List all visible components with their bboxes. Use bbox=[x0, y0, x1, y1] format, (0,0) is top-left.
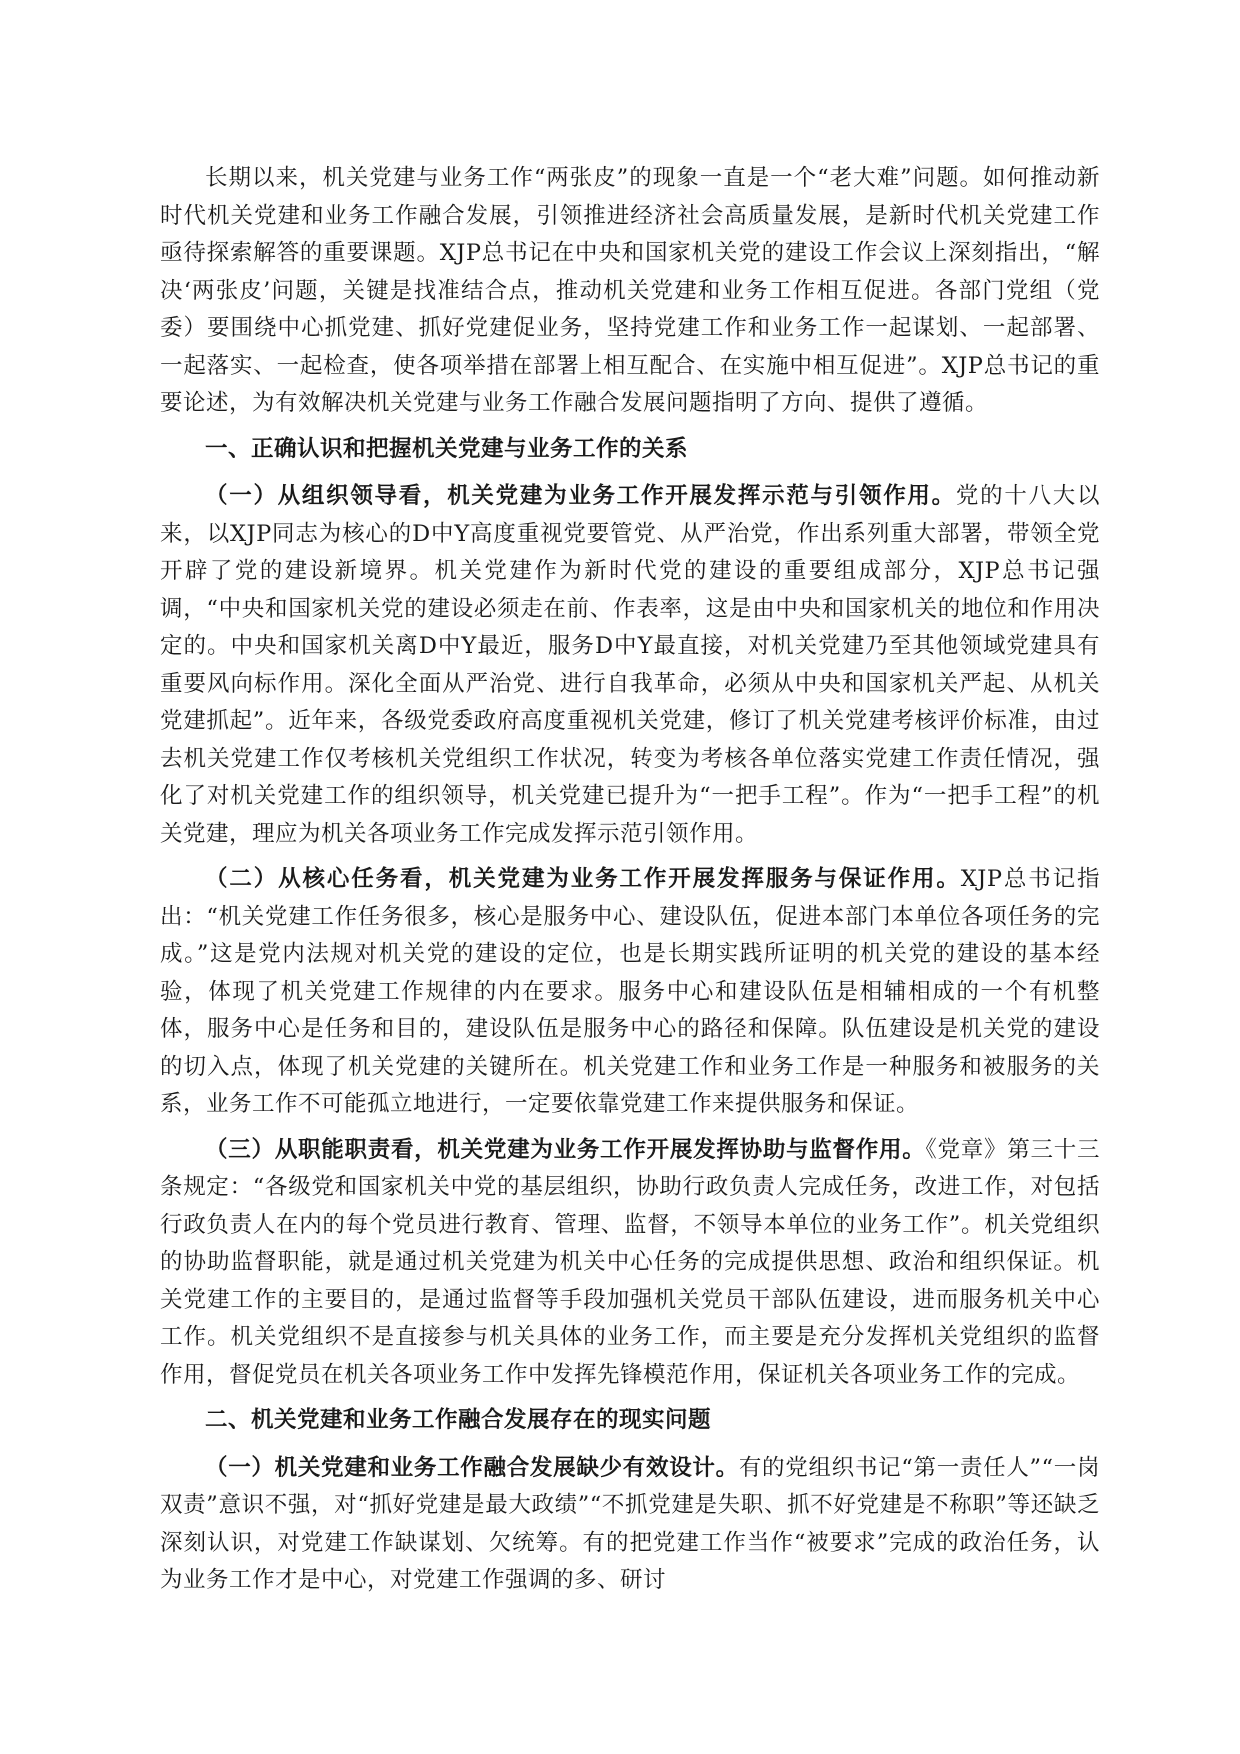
section-1-paragraph-2 bbox=[160, 861, 1100, 1124]
document-body bbox=[160, 160, 1100, 1608]
intro-paragraph: 长期以来，机关党建与业务工作“两张皮”的现象一直是一个“老大难”问题。如何推动新时代机关党建和业务工作融合发展，引领推进经济社会高质量发展，是新时代机关党建工作亟待探索解答的重要课题。XJP总书记在中央和国家机关党的建设工作会议上深刻指出，“解决‘两张皮’问题，关键是找准结合点，推动机关党建和业务工作相互促进。各部门党组（党委）要围绕中心抓党建、抓好党建促业务，坚持党建工作和业务工作一起谋划、一起部署、一起落实、一起检查，使各项举措在部署上相互配合、在实施中相互促进”。XJP总书记的重要论述，为有效解决机关党建与业务工作融合发展问题指明了方向、提供了遵循。 bbox=[160, 165, 1100, 416]
paragraph-body: 有的党组织书记“第一责任人”“一岗双责”意识不强，对“抓好党建是最大政绩”“不抓党建是失职、抓不好党建是不称职”等还缺乏深刻认识，对党建工作缺谋划、欠统筹。有的把党建工作当作“被要求”完成的政治任务，认为业务工作才是中心，对党建工作强调的多、研讨 bbox=[160, 1454, 1100, 1593]
paragraph-body: 《党章》第三十三条规定：“各级党和国家机关中党的基层组织，协助行政负责人完成任务，改进工作，对包括行政负责人在内的每个党员进行教育、管理、监督，不领导本单位的业务工作”。机关党组织的协助监督职能，就是通过机关党建为机关中心任务的完成提供思想、政治和组织保证。机关党建工作的主要目的，是通过监督等手段加强机关党员干部队伍建设，进而服务机关中心工作。机关党组织不是直接参与机关具体的业务工作，而主要是充分发挥机关党组织的监督作用，督促党员在机关各项业务工作中发挥先锋模范作用，保证机关各项业务工作的完成。 bbox=[160, 1136, 1100, 1388]
section-2-heading: 二、机关党建和业务工作融合发展存在的现实问题 bbox=[205, 1407, 712, 1433]
section-1-paragraph-3 bbox=[160, 1132, 1100, 1395]
paragraph-lead: （一）机关党建和业务工作融合发展缺少有效设计。 bbox=[205, 1454, 739, 1481]
paragraph-body: XJP总书记指出：“机关党建工作任务很多，核心是服务中心、建设队伍，促进本部门本单位各项任务的完成。”这是党内法规对机关党的建设的定位，也是长期实践所证明的机关党的建设的基本经验，体现了机关党建工作规律的内在要求。服务中心和建设队伍是相辅相成的一个有机整体，服务中心是任务和目的，建设队伍是服务中心的路径和保障。队伍建设是机关党的建设的切入点，体现了机关党建的关键所在。机关党建工作和业务工作是一种服务和被服务的关系，业务工作不可能孤立地进行，一定要依靠党建工作来提供服务和保证。 bbox=[160, 866, 1100, 1117]
section-1-paragraph-1 bbox=[160, 478, 1100, 853]
paragraph-body: 党的十八大以来，以XJP同志为核心的D中Y高度重视党要管党、从严治党，作出系列重大部署，带领全党开辟了党的建设新境界。机关党建作为新时代党的建设的重要组成部分，XJP总书记强调，“中央和国家机关党的建设必须走在前、作表率，这是由中央和国家机关的地位和作用决定的。中央和国家机关离D中Y最近，服务D中Y最直接，对机关党建乃至其他领域党建具有重要风向标作用。深化全面从严治党、进行自我革命，必须从中央和国家机关严起、从机关党建抓起”。近年来，各级党委政府高度重视机关党建，修订了机关党建考核评价标准，由过去机关党建工作仅考核机关党组织工作状况，转变为考核各单位落实党建工作责任情况，强化了对机关党建工作的组织领导，机关党建已提升为“一把手工程”。作为“一把手工程”的机关党建，理应为机关各项业务工作完成发挥示范引领作用。 bbox=[160, 483, 1100, 847]
paragraph-lead: （二）从核心任务看，机关党建为业务工作开展发挥服务与保证作用。 bbox=[205, 866, 961, 892]
paragraph-lead: （一）从组织领导看，机关党建为业务工作开展发挥示范与引领作用。 bbox=[205, 483, 956, 509]
paragraph-lead: （三）从职能职责看，机关党建为业务工作开展发挥协助与监督作用。 bbox=[205, 1136, 926, 1163]
section-1-heading: 一、正确认识和把握机关党建与业务工作的关系 bbox=[205, 435, 689, 462]
section-2-paragraph-1 bbox=[160, 1450, 1100, 1600]
